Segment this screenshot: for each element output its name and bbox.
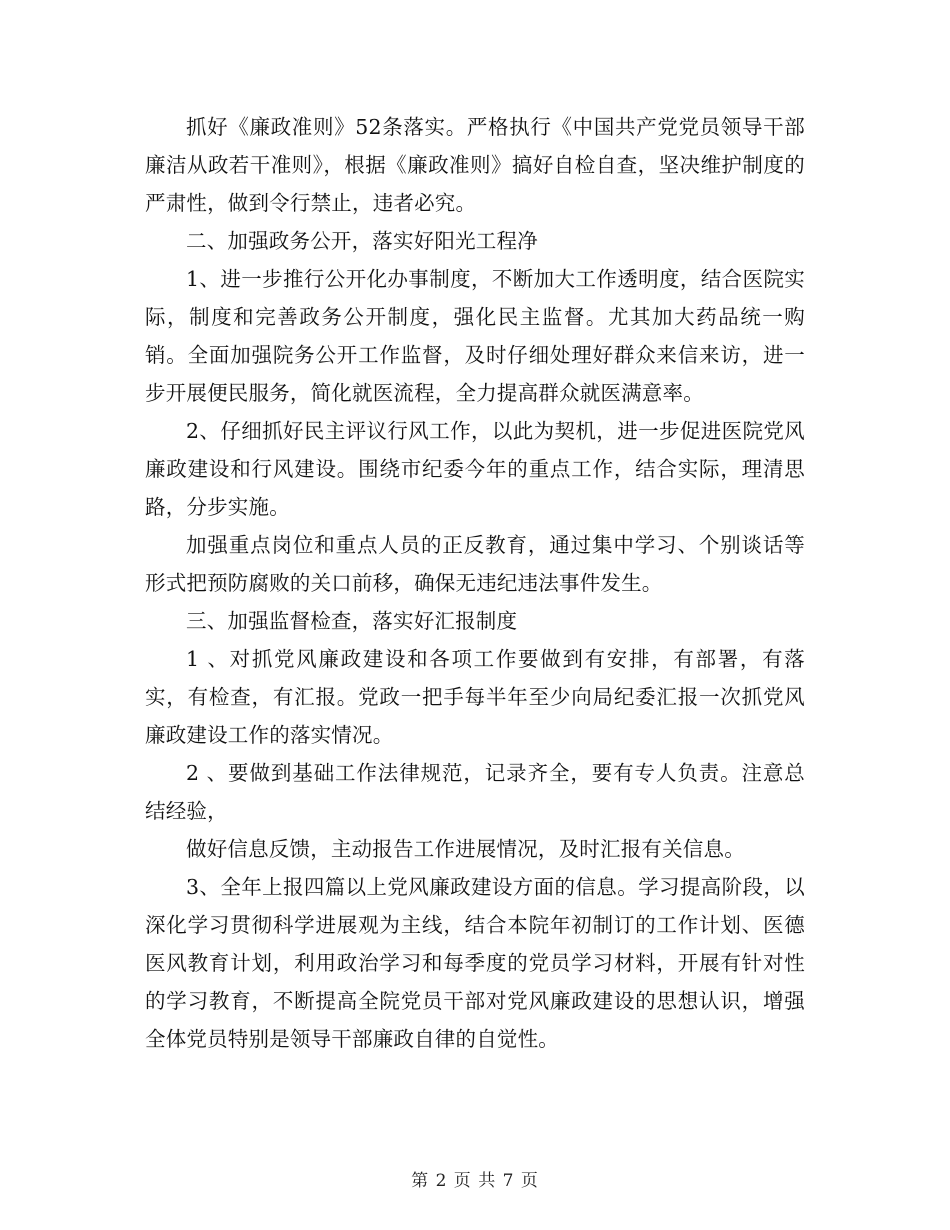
page-number-footer: 第 2 页 共 7 页 bbox=[411, 1171, 539, 1191]
paragraph-8: 2 、要做到基础工作法律规范，记录齐全，要有专人负责。注意总结经验， bbox=[145, 761, 805, 823]
paragraph-9: 做好信息反馈，主动报告工作进展情况，及时汇报有关信息。 bbox=[186, 837, 745, 861]
paragraph-4: 2、仔细抓好民主评议行风工作，以此为契机，进一步促进医院党风廉政建设和行风建设。围绕市纪委今年的重点工作，结合实际，理清思路，分步实施。 bbox=[145, 419, 805, 519]
paragraph-10: 3、全年上报四篇以上党风廉政建设方面的信息。学习提高阶段，以深化学习贯彻科学进展观为主线，结合本院年初制订的工作计划、医德医风教育计划，利用政治学习和每季度的党员学习材料，开展有针对性的学习教育，不断提高全院党员干部对党风廉政建设的思想认识，增强全体党员特别是领导干部廉政自律的自觉性。 bbox=[145, 875, 805, 1051]
section-heading-3: 三、加强监督检查，落实好汇报制度 bbox=[186, 609, 518, 633]
paragraph-3: 1、进一步推行公开化办事制度，不断加大工作透明度，结合医院实际，制度和完善政务公开制度，强化民主监督。尤其加大药品统一购销。全面加强院务公开工作监督，及时仔细处理好群众来信来访，进一步开展便民服务，简化就医流程，全力提高群众就医满意率。 bbox=[145, 267, 805, 405]
document-body bbox=[145, 108, 805, 1058]
section-heading-2: 二、加强政务公开，落实好阳光工程净 bbox=[186, 229, 538, 253]
paragraph-7: 1 、对抓党风廉政建设和各项工作要做到有安排，有部署，有落实，有检查，有汇报。党政一把手每半年至少向局纪委汇报一次抓党风廉政建设工作的落实情况。 bbox=[145, 647, 805, 747]
paragraph-1: 抓好《廉政准则》52条落实。严格执行《中国共产党党员领导干部廉洁从政若干准则》，根据《廉政准则》搞好自检自查，坚决维护制度的严肃性，做到令行禁止，违者必究。 bbox=[145, 115, 805, 215]
paragraph-5: 加强重点岗位和重点人员的正反教育，通过集中学习、个别谈话等形式把预防腐败的关口前移，确保无违纪违法事件发生。 bbox=[145, 533, 805, 595]
